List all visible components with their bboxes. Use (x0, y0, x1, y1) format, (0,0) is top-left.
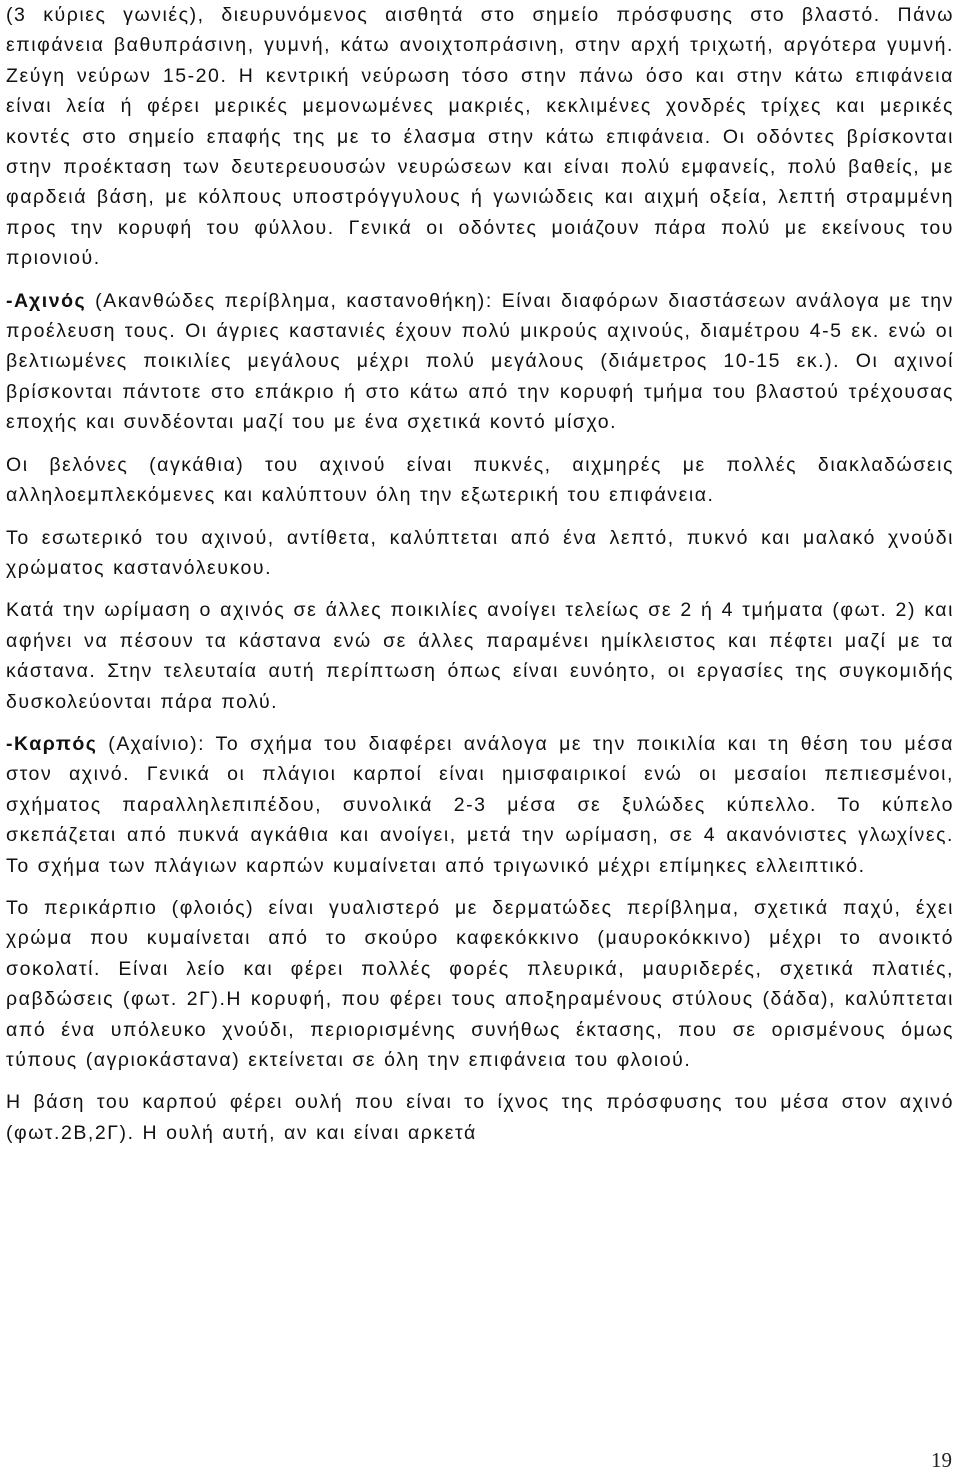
paragraph-text: Το περικάρπιο (φλοιός) είναι γυαλιστερό με δερματώδες περίβλημα, σχετικά παχύ, έχει χρώμα που κυμαίνεται από το σκούρο καφεκόκκινο (μαυροκόκκινο) μέχρι το ανοικτό σοκολατί. Είναι λείο και φέρει πολλές φορές πλευρικά, μαυριδερές, σχετικά πλατιές, ραβδώσεις (φωτ. 2Γ).Η κορυφή, που φέρει τους αποξηραμένους στύλους (δάδα), καλύπτεται από ένα υπόλευκο χνούδι, περιορισμένης συνήθως έκτασης, που σε ορισμένους όμως τύπους (αγριοκάστανα) εκτείνεται σε όλη την επιφάνεια του φλοιού. (6, 896, 954, 1071)
paragraph-text: (Αχαίνιο): Το σχήμα του διαφέρει ανάλογα με την ποικιλία και τη θέση του μέσα στον αχινό. Γενικά οι πλάγιοι καρποί είναι ημισφαιρικοί ενώ οι μεσαίοι πεπιεσμένοι, σχήματος παραλληλεπιπέδου, συνολικά 2-3 μέσα σε ξυλώδες κύπελλο. Το κύπελο σκεπάζεται από πυκνά αγκάθια και ανοίγει, μετά την ωρίμαση, σε 4 ακανόνιστες γλωχίνες. Το σχήμα των πλάγιων καρπών κυμαίνεται από τριγωνικό μέχρι επίμηκες ελλειπτικό. (6, 732, 954, 877)
paragraph-leaf-description (6, 0, 954, 274)
paragraph-burr-interior (6, 523, 954, 584)
paragraph-text: Οι βελόνες (αγκάθια) του αχινού είναι πυκνές, αιχμηρές με πολλές διακλαδώσεις αλληλοεμπλεκόμενες και καλύπτουν όλη την εξωτερική του επιφάνεια. (6, 453, 954, 507)
document-page (6, 0, 954, 1420)
section-heading-burr: -Αχινός (6, 289, 87, 312)
paragraph-burr (6, 286, 954, 438)
page-number: 19 (931, 1448, 952, 1472)
paragraph-fruit (6, 729, 954, 881)
section-heading-fruit: -Καρπός (6, 732, 98, 755)
paragraph-text: Το εσωτερικό του αχινού, αντίθετα, καλύπτεται από ένα λεπτό, πυκνό και μαλακό χνούδι χρώματος καστανόλευκου. (6, 526, 954, 579)
paragraph-pericarp (6, 893, 954, 1075)
paragraph-text: (Ακανθώδες περίβλημα, καστανοθήκη): Είναι διαφόρων διαστάσεων ανάλογα με την προέλευση τους. Οι άγριες καστανιές έχουν πολύ μικρούς αχινούς, διαμέτρου 4-5 εκ. ενώ οι βελτιωμένες ποικιλίες μεγάλους μέχρι πολύ μεγάλους (διάμετρος 10-15 εκ.). Οι αχινοί βρίσκονται πάντοτε στο επάκριο ή στο κάτω από την κορυφή τμήμα του βλαστού τρέχουσας εποχής και συνδέονται μαζί του με ένα σχετικά κοντό μίσχο. (6, 289, 954, 434)
paragraph-text: Η βάση του καρπού φέρει ουλή που είναι το ίχνος της πρόσφυσης του μέσα στον αχινό (φωτ.2Β,2Γ). Η ουλή αυτή, αν και είναι αρκετά (6, 1091, 954, 1144)
paragraph-text: Κατά την ωρίμαση ο αχινός σε άλλες ποικιλίες ανοίγει τελείως σε 2 ή 4 τμήματα (φωτ. 2) και αφήνει να πέσουν τα κάστανα ενώ σε άλλες παραμένει ημίκλειστος και πέφτει μαζί με τα κάστανα. Στην τελευταία αυτή περίπτωση όπως είναι ευνόητο, οι εργασίες της συγκομιδής δυσκολεύονται πάρα πολύ. (6, 599, 954, 713)
paragraph-text: (3 κύριες γωνιές), διευρυνόμενος αισθητά στο σημείο πρόσφυσης στο βλαστό. Πάνω επιφάνεια βαθυπράσινη, γυμνή, κάτω ανοιχτοπράσινη, στην αρχή τριχωτή, αργότερα γυμνή. Ζεύγη νεύρων 15-20. Η κεντρική νεύρωση τόσο στην πάνω όσο και στην κάτω επιφάνεια είναι λεία ή φέρει μερικές μεμονωμένες μακριές, κεκλιμένες χονδρές τρίχες και μερικές κοντές στο σημείο επαφής της με το έλασμα στην κάτω επιφάνεια. Οι οδόντες βρίσκονται στην προέκταση των δευτερευουσών νευρώσεων και είναι πολύ εμφανείς, πολύ βαθείς, με φαρδειά βάση, με κόλπους υποστρόγγυλους ή γωνιώδεις και αιχμή οξεία, λεπτή στραμμένη προς την κορυφή του φύλλου. Γενικά οι οδόντες μοιάζουν πάρα πολύ με εκείνους του πριονιού. (6, 4, 954, 270)
paragraph-spines (6, 450, 954, 511)
paragraph-fruit-base (6, 1087, 954, 1148)
paragraph-ripening (6, 595, 954, 717)
